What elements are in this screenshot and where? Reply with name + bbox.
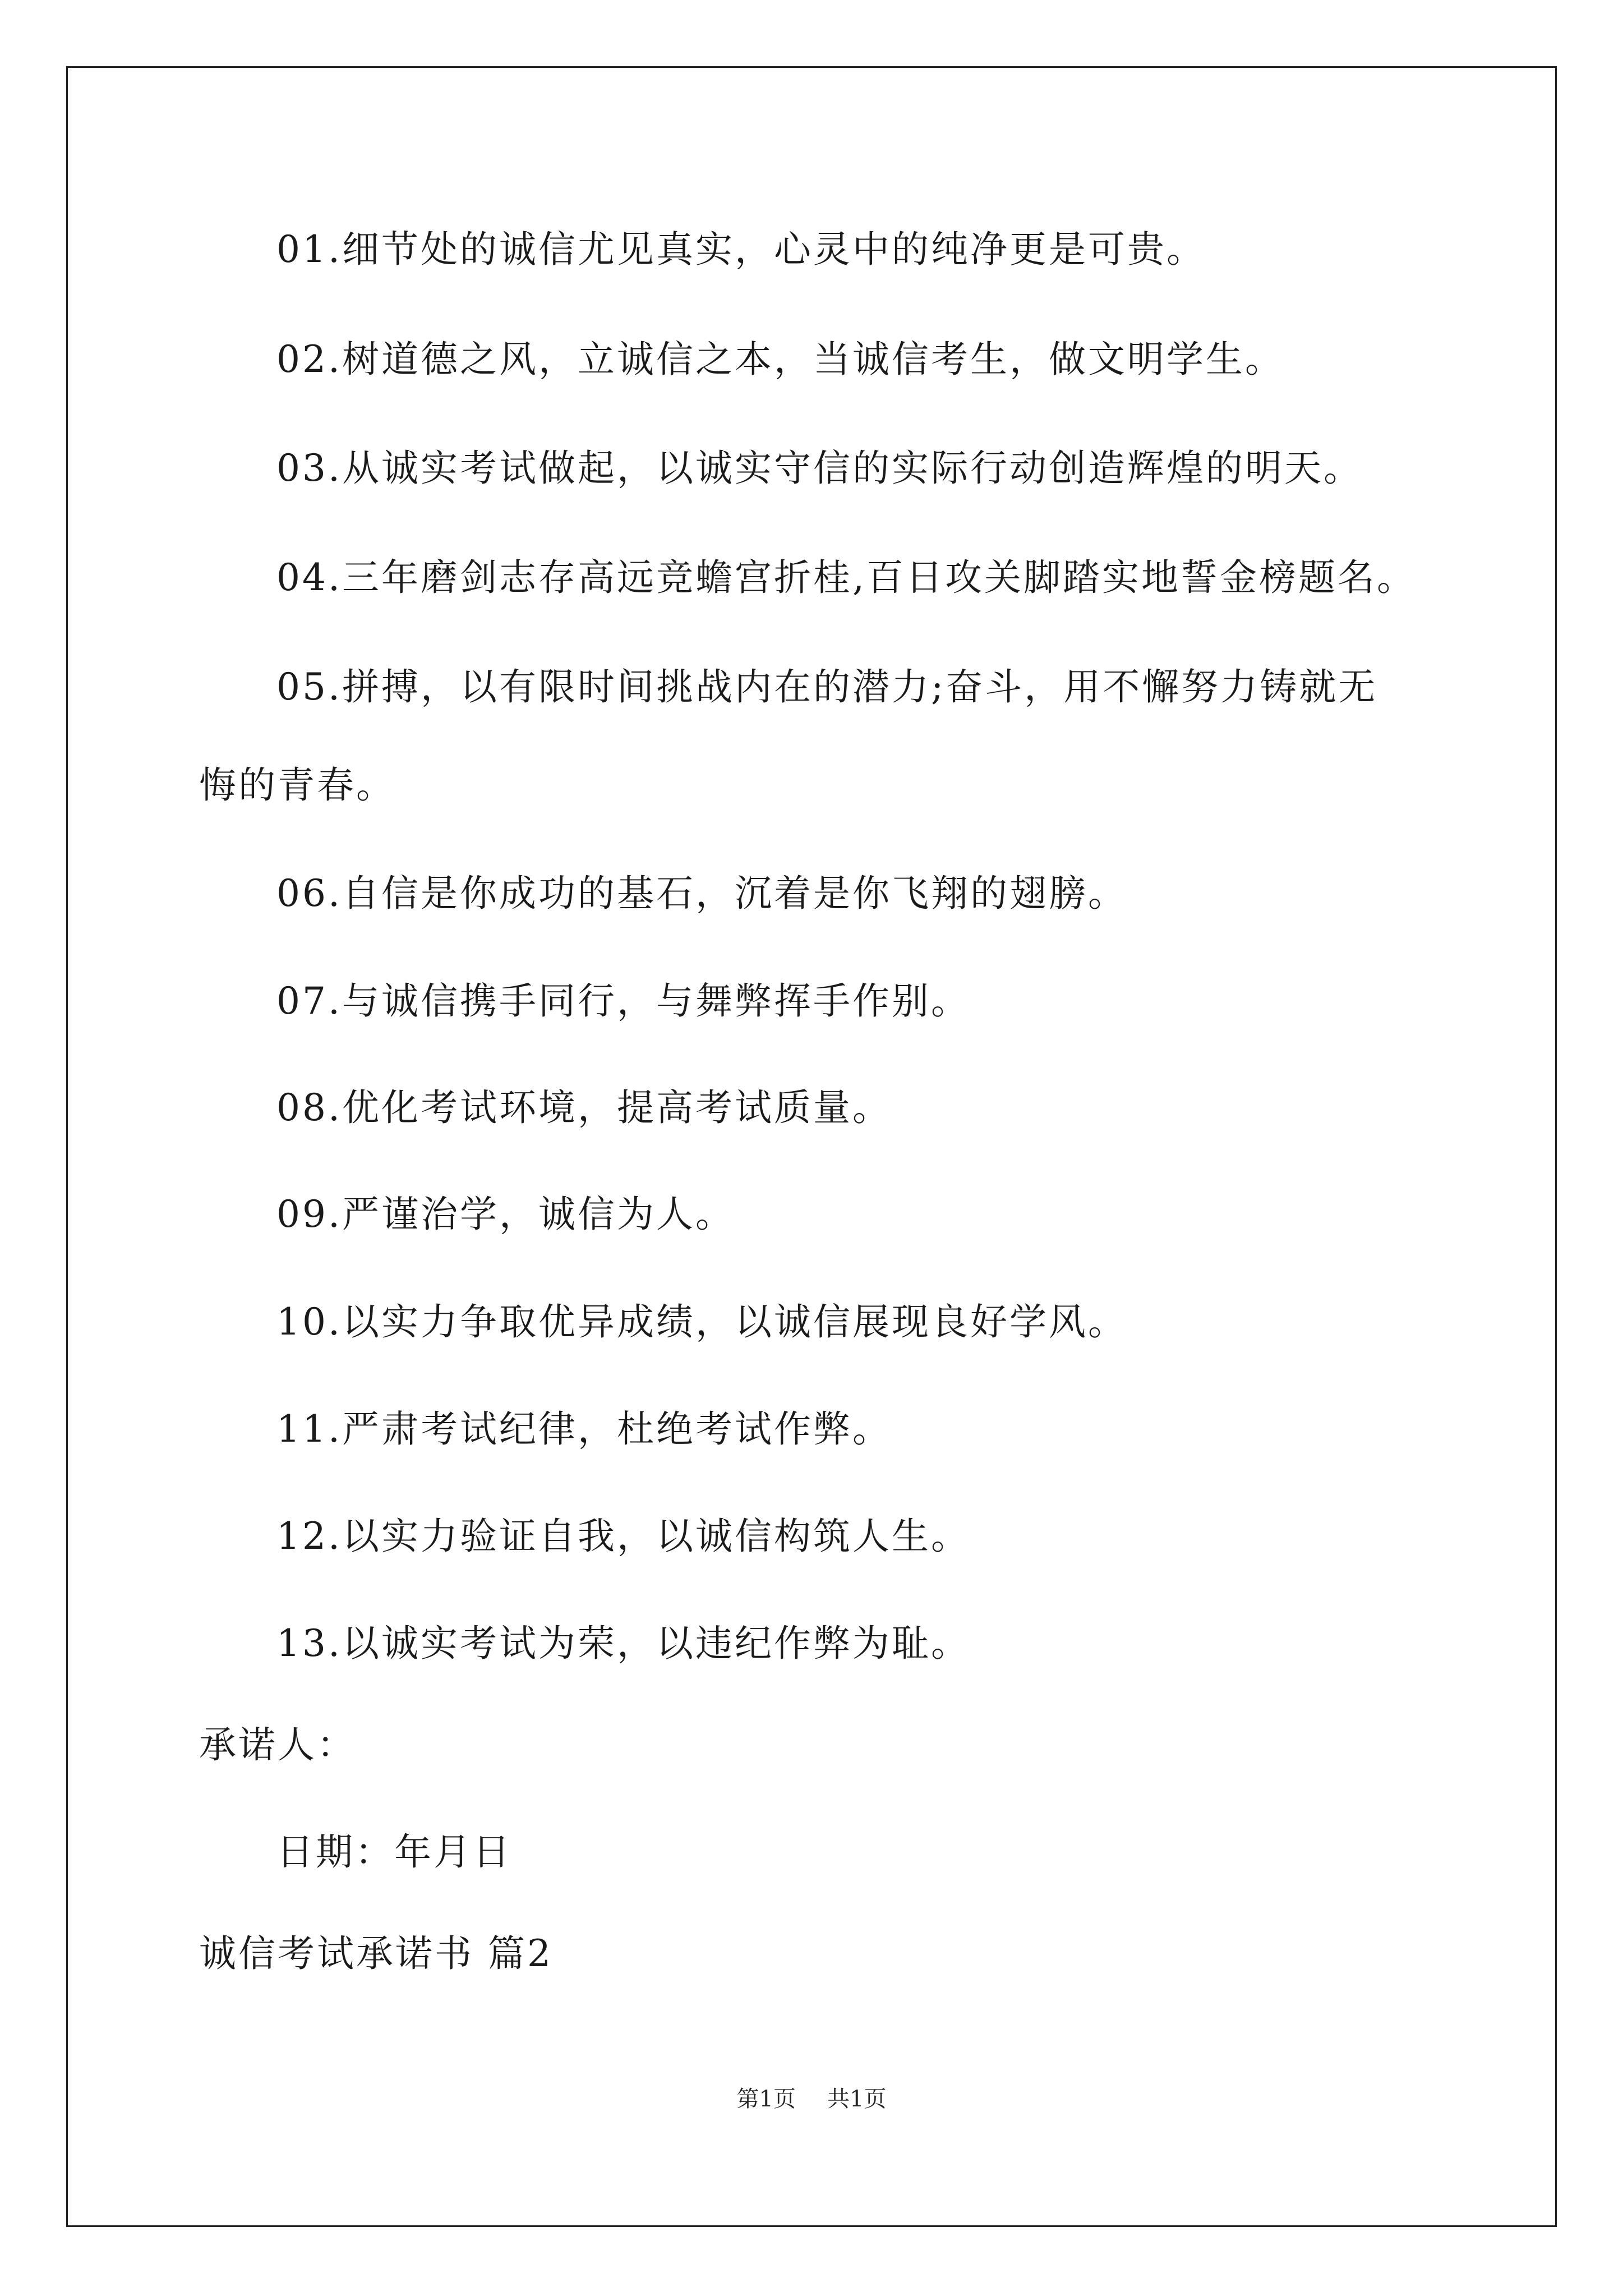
slogan-06: 06.自信是你成功的基石，沉着是你飞翔的翅膀。 bbox=[276, 872, 1127, 915]
page-total: 共1页 bbox=[827, 2086, 887, 2112]
slogan-02: 02.树道德之风，立诚信之本，当诚信考生，做文明学生。 bbox=[276, 338, 1284, 381]
slogan-07: 07.与诚信携手同行，与舞弊挥手作别。 bbox=[276, 979, 970, 1023]
slogan-08: 08.优化考试环境，提高考试质量。 bbox=[276, 1086, 892, 1129]
slogan-11: 11.严肃考试纪律，杜绝考试作弊。 bbox=[276, 1407, 892, 1451]
slogan-09: 09.严谨治学，诚信为人。 bbox=[276, 1193, 735, 1236]
slogan-10: 10.以实力争取优异成绩，以诚信展现良好学风。 bbox=[276, 1300, 1127, 1343]
slogan-05: 05.拼搏，以有限时间挑战内在的潜力;奋斗，用不懈努力铸就无 bbox=[276, 665, 1378, 708]
page-footer bbox=[0, 2083, 1623, 2115]
slogan-05-continued: 悔的青春。 bbox=[199, 763, 395, 807]
slogan-04: 04.三年磨剑志存高远竞蟾宫折桂,百日攻关脚踏实地誓金榜题名。 bbox=[276, 556, 1416, 599]
page-current: 第1页 bbox=[736, 2086, 796, 2112]
slogan-13: 13.以诚实考试为荣，以违纪作弊为耻。 bbox=[276, 1622, 970, 1665]
slogan-01: 01.细节处的诚信尤见真实，心灵中的纯净更是可贵。 bbox=[276, 228, 1206, 271]
date-label: 日期：年月日 bbox=[276, 1830, 512, 1874]
slogan-12: 12.以实力验证自我，以诚信构筑人生。 bbox=[276, 1515, 970, 1558]
signer-label: 承诺人： bbox=[199, 1723, 356, 1766]
slogan-03: 03.从诚实考试做起，以诚实守信的实际行动创造辉煌的明天。 bbox=[276, 447, 1363, 490]
section-title: 诚信考试承诺书 篇2 bbox=[199, 1932, 553, 1975]
page-border bbox=[66, 66, 1557, 2227]
